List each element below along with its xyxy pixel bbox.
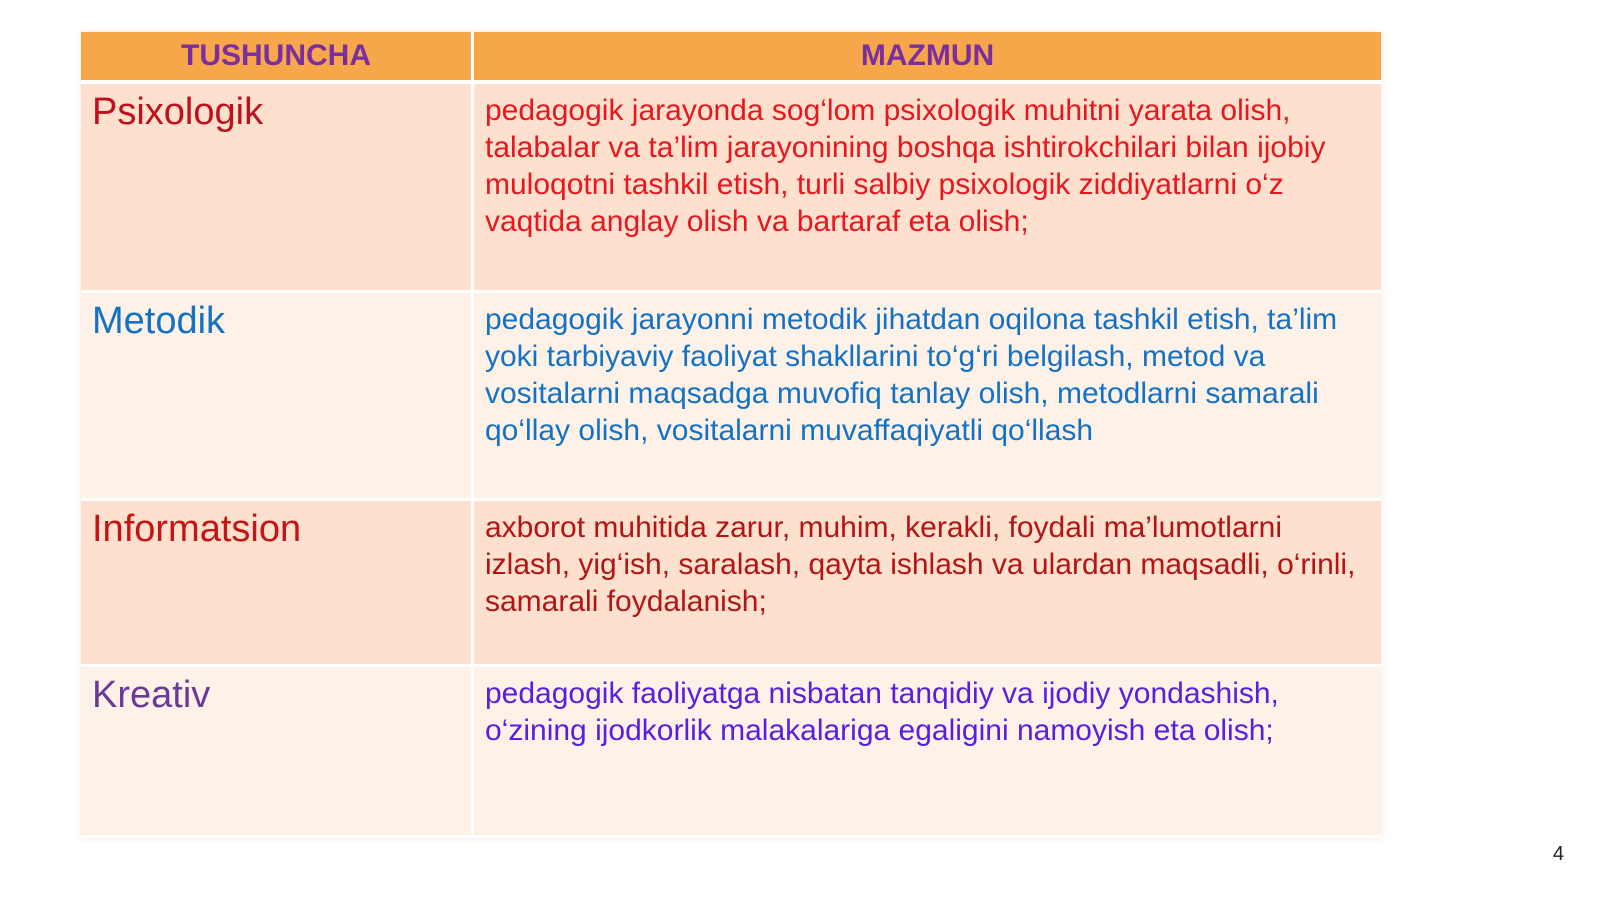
header-term: TUSHUNCHA	[81, 32, 474, 84]
term-metodik: Metodik	[81, 293, 474, 501]
description-psixologik: pedagogik jarayonda sog‘lom psixologik muhitni yarata olish, talabalar va ta’lim jarayonining boshqa ishtirokchilari bilan ijobiy muloqotni tashkil etish, turli salbiy psixologik ziddiyatlarni o‘z vaqtida anglay olish va bartaraf eta olish;	[474, 84, 1381, 293]
competency-table	[81, 32, 1381, 838]
term-kreativ: Kreativ	[81, 667, 474, 838]
description-metodik: pedagogik jarayonni metodik jihatdan oqilona tashkil etish, ta’lim yoki tarbiyaviy faoliyat shakllarini to‘g‘ri belgilash, metod va vositalarni maqsadga muvofiq tanlay olish, metodlarni samarali qo‘llay olish, vositalarni muvaffaqiyatli qo‘llash	[474, 293, 1381, 501]
table-row	[81, 293, 1381, 501]
table-row	[81, 84, 1381, 293]
page-number: 4	[1552, 843, 1564, 865]
term-informatsion: Informatsion	[81, 501, 474, 667]
header-content: MAZMUN	[474, 32, 1381, 84]
term-psixologik: Psixologik	[81, 84, 474, 293]
description-kreativ: pedagogik faoliyatga nisbatan tanqidiy va ijodiy yondashish, o‘zining ijodkorlik malakalariga egaligini namoyish eta olish;	[474, 667, 1381, 838]
table-row	[81, 501, 1381, 667]
description-informatsion: axborot muhitida zarur, muhim, kerakli, foydali ma’lumotlarni izlash, yig‘ish, saralash, qayta ishlash va ulardan maqsadli, o‘rinli, samarali foydalanish;	[474, 501, 1381, 667]
table-row	[81, 667, 1381, 838]
table-header-row	[81, 32, 1381, 84]
